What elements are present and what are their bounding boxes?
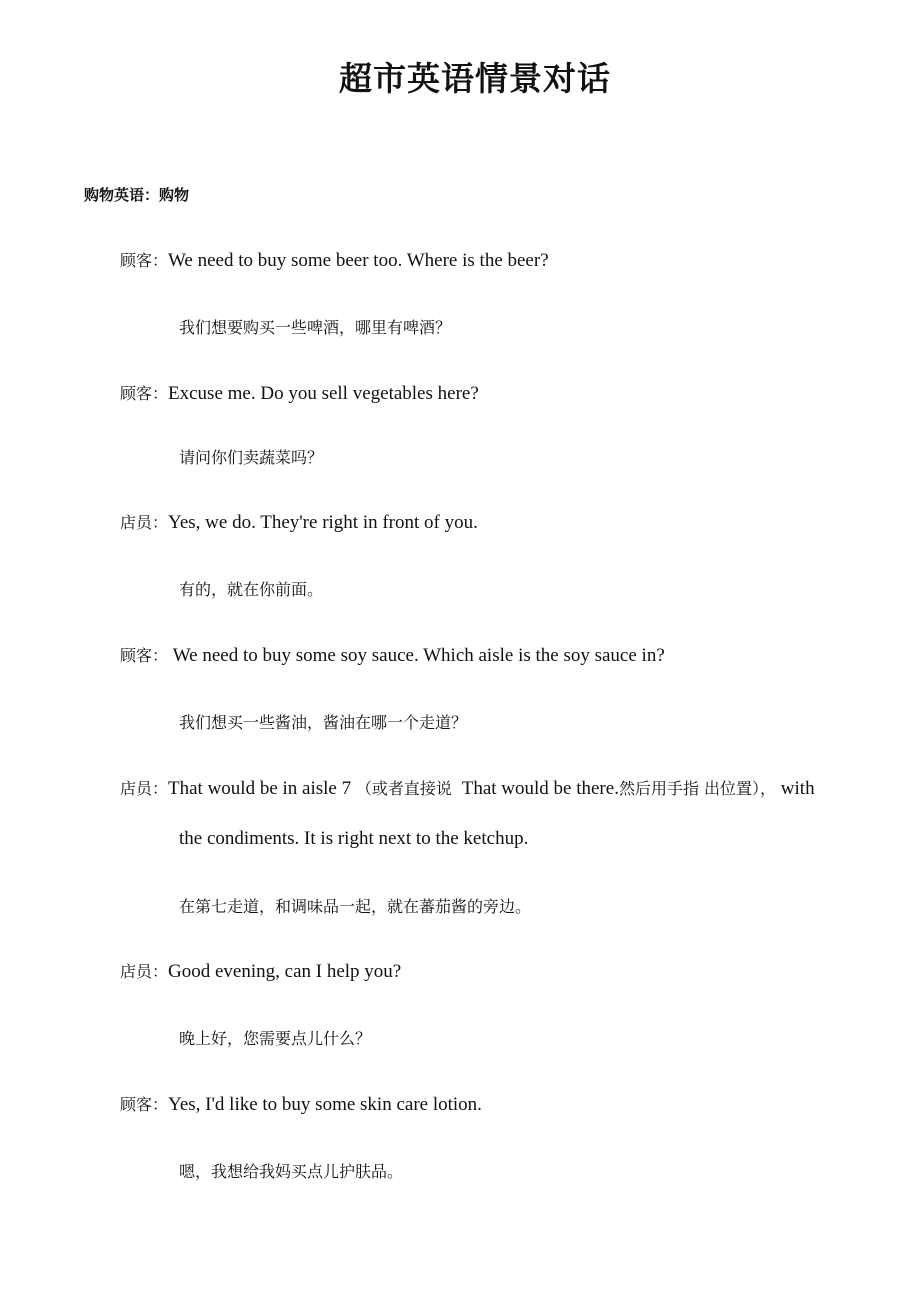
- english-text: We need to buy some beer too. Where is the beer?: [168, 250, 549, 271]
- page-title: 超市英语情景对话: [339, 59, 611, 98]
- english-text: Yes, we do. They're right in front of you.: [168, 512, 478, 533]
- speaker-label: 顾客：: [120, 646, 169, 665]
- english-text: That would be in aisle 7: [168, 778, 356, 799]
- dialogue-line-chinese: 请问你们卖蔬菜吗？: [179, 448, 324, 467]
- english-text: We need to buy some soy sauce. Which aisle is the soy sauce in?: [168, 645, 665, 666]
- speaker-label: 顾客：: [120, 251, 169, 270]
- dialogue-line-english: [120, 776, 815, 802]
- speaker-label: 店员：: [120, 962, 169, 981]
- inline-note-chinese: 然后用手指 出位置），: [618, 779, 777, 798]
- speaker-label: 顾客：: [120, 384, 169, 403]
- speaker-label: 店员：: [120, 779, 169, 798]
- dialogue-line-chinese: 晚上好，您需要点儿什么？: [179, 1029, 372, 1048]
- dialogue-line-english: [120, 510, 478, 536]
- dialogue-line-chinese: 我们想要购买一些啤酒，哪里有啤酒？: [179, 318, 452, 337]
- dialogue-line-english: [120, 1092, 482, 1118]
- dialogue-line-chinese: 嗯，我想给我妈买点儿护肤品。: [179, 1162, 404, 1181]
- dialogue-line-english: [120, 248, 549, 274]
- dialogue-line-english: [120, 643, 665, 669]
- dialogue-line-english: [120, 959, 401, 985]
- section-heading: 购物英语：购物: [84, 186, 190, 204]
- inline-note-english: That would be there.: [456, 778, 619, 799]
- dialogue-line-english-continued: the condiments. It is right next to the ketchup.: [179, 828, 529, 849]
- dialogue-line-chinese: 我们想买一些酱油，酱油在哪一个走道？: [179, 713, 468, 732]
- dialogue-line-english: [120, 381, 479, 407]
- english-text: Good evening, can I help you?: [168, 961, 402, 982]
- speaker-label: 顾客：: [120, 1095, 169, 1114]
- dialogue-line-chinese: 有的，就在你前面。: [179, 580, 324, 599]
- speaker-label: 店员：: [120, 513, 169, 532]
- dialogue-line-chinese: 在第七走道，和调味品一起，就在蕃茄酱的旁边。: [179, 897, 532, 916]
- english-text: with: [776, 778, 815, 799]
- inline-note-chinese: （或者直接说: [355, 779, 457, 798]
- english-text: Yes, I'd like to buy some skin care lotion.: [168, 1094, 482, 1115]
- english-text: Excuse me. Do you sell vegetables here?: [168, 383, 479, 404]
